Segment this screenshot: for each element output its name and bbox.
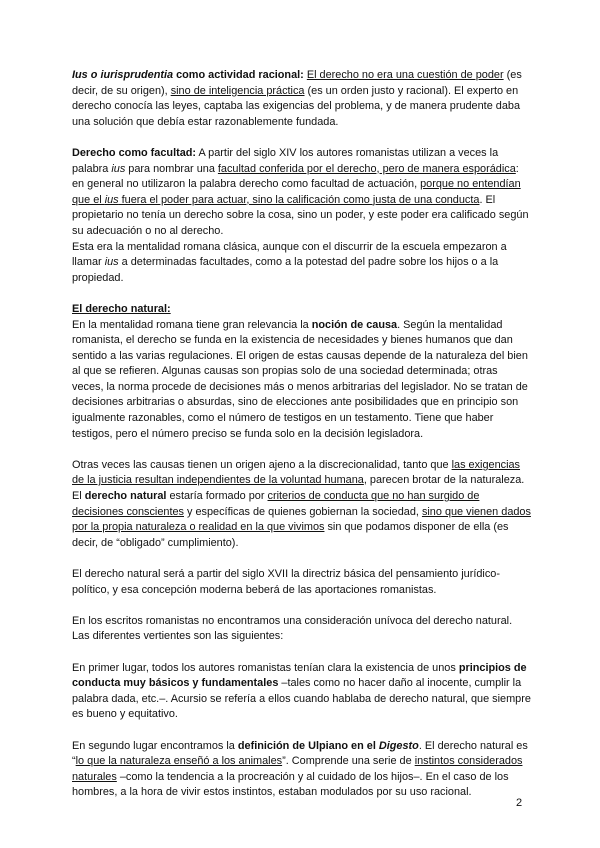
text: a determinadas facultades, como a la potestad del padre sobre los hijos o a la propiedad. — [72, 256, 499, 284]
underlined-italic-text: ius — [104, 193, 119, 206]
underlined-text: las exigencias de la justicia resultan independientes de la voluntad humana — [72, 458, 521, 487]
paragraph-siglo-xvii: El derecho natural será a partir del siglo XVII la directriz básica del pensamiento jurídico-político, y esa concepción moderna beberá de las aportaciones romanistas. — [72, 568, 500, 596]
text: Otras veces las causas tienen un origen ajeno a la discrecionalidad, tanto que — [72, 458, 452, 471]
paragraph-segundo-lugar — [72, 739, 532, 801]
italic-text: ius — [104, 256, 119, 269]
paragraph-otras-causas — [72, 458, 532, 552]
underlined-text: porque no entendían que el — [72, 178, 521, 206]
text: : en general no utilizaron la palabra derecho como facultad de actuación, — [72, 162, 519, 191]
paragraph-iurisprudentia — [72, 68, 532, 130]
text: –como la tendencia a la procreación y al cuidado de los hijos–. En el caso de los hombres, a la hora de vivir estos instintos, estaban modulados por su uso racional. — [72, 770, 509, 799]
section-heading: El derecho natural: — [72, 302, 171, 315]
paragraph-primer-lugar — [72, 661, 532, 723]
text: En segundo lugar encontramos la — [72, 739, 238, 752]
term-ius: Ius o iurisprudentia — [72, 69, 174, 81]
term-title-rest: como actividad racional: — [173, 69, 304, 81]
text: En la mentalidad romana tiene gran relevancia la — [72, 318, 312, 331]
text: . Según la mentalidad romanista, el derecho se funda en la existencia de necesidades y bienes humanos que dan sentido a las varias regulaciones. El origen de estas causas depende de la naturaleza del bien al que se refieren. Algunas causas son propias solo de una sociedad determinada; otras veces, la norma procede de decisiones más o menos arbitrarias del legislador. No se tratan de decisiones arbitrarias o absurdas, sino de elecciones ante posibilidades que en principio son igualmente razonables, como el número de testigos en un testamento. Tiene que haber testigos, pero el número preciso se funda solo en la decisión legisladora. — [72, 318, 528, 440]
page-number: 2 — [516, 797, 523, 809]
paragraph-nocion-causa — [72, 318, 532, 443]
text: . El propietario no tenía un derecho sobre la cosa, sino un poder, y este poder era calificado según su adecuación o no al derecho. — [72, 193, 529, 237]
underlined-text: sino que vienen dados por la propia naturaleza o realidad en la que vivimos — [72, 505, 531, 534]
text: –tales como no hacer daño al inocente, cumplir la palabra dada, etc.–. Acursio se refería a ellos cuando hablaba de derecho natural, que siempre es bueno y equitativo. — [72, 677, 531, 721]
bold-text: principios de conducta muy básicos y fundamentales — [72, 661, 527, 690]
paragraph-derecho-facultad — [72, 146, 532, 240]
text: , parecen brotar de la naturaleza. El — [72, 474, 525, 503]
text: Esta era la mentalidad romana clásica, aunque con el discurrir de la escuela empezaron a llamar — [72, 240, 507, 269]
text: A partir del siglo XIV los autores romanistas utilizan a veces la palabra — [72, 146, 499, 175]
document-body — [72, 68, 532, 817]
text: y específicas de quienes gobiernan la sociedad, — [184, 505, 422, 518]
text: . El derecho natural es “ — [72, 739, 528, 768]
text: estaría formado por — [166, 490, 268, 503]
underlined-text: fuera el poder para actuar, sino la calificación como justa de una conducta — [118, 193, 480, 206]
underlined-text: El derecho no era una cuestión de poder — [306, 69, 504, 81]
text: sin que podamos disponer de ella (es decir, de “obligado” cumplimiento). — [72, 521, 509, 549]
text: En primer lugar, todos los autores romanistas tenían clara la existencia de unos — [72, 661, 459, 674]
bold-text: definición de Ulpiano en el — [237, 739, 379, 752]
text: (es decir, de su origen), — [72, 69, 522, 97]
underlined-text: instintos considerados naturales — [72, 755, 523, 783]
bold-text: noción de causa — [311, 318, 398, 331]
underlined-text: criterios de conducta que no han surgido de decisiones conscientes — [72, 490, 480, 518]
term-derecho-facultad: Derecho como facultad: — [72, 146, 197, 159]
underlined-text: sino de inteligencia práctica — [170, 84, 305, 97]
underlined-text: lo que la naturaleza enseñó a los animales — [75, 755, 283, 768]
text: para nombrar una — [125, 162, 218, 175]
underlined-text: facultad conferida por el derecho, pero de manera esporádica — [217, 162, 516, 175]
bold-text: derecho natural — [84, 490, 167, 503]
text: (es un orden justo y racional). El experto en derecho conocía las leyes, captaba las exigencias del problema, y de manera prudente daba una solución que debía estar razonablemente fundada. — [72, 84, 521, 128]
text: ”. Comprende una serie de — [282, 755, 415, 768]
paragraph-mentalidad-clasica — [72, 240, 532, 287]
bold-italic-text: Digesto — [378, 739, 419, 752]
italic-text: ius — [111, 162, 126, 175]
paragraph-escritos-romanistas: En los escritos romanistas no encontramos una consideración unívoca del derecho natural. Las diferentes vertientes son las siguientes: — [72, 614, 513, 643]
